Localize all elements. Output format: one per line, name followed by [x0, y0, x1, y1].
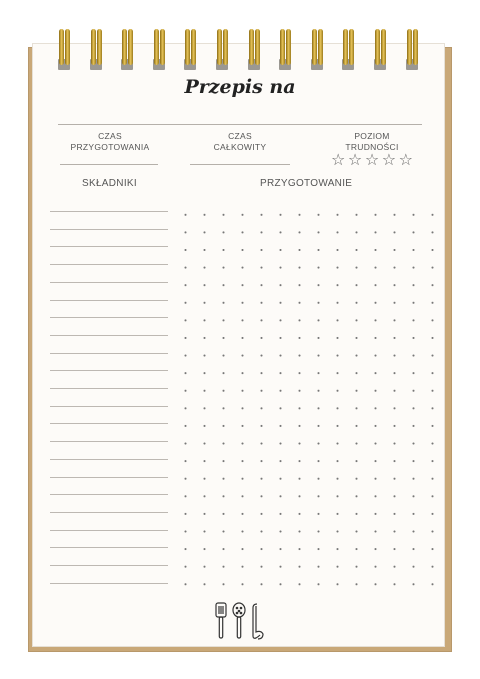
spiral-binding-ring — [160, 29, 165, 65]
spiral-binding-ring — [312, 29, 317, 65]
spiral-binding-ring — [217, 29, 222, 65]
spiral-binding-ring — [318, 29, 323, 65]
difficulty-rating[interactable] — [331, 152, 413, 168]
difficulty-label: POZIOM TRUDNOŚCI — [345, 131, 399, 152]
star-icon[interactable]: ☆ — [381, 150, 397, 169]
header-divider — [58, 124, 422, 125]
spiral-binding-ring — [280, 29, 285, 65]
ingredient-line[interactable] — [50, 406, 168, 407]
prep-time-line[interactable] — [60, 164, 158, 165]
ladle-icon — [253, 604, 263, 639]
spiral-binding-ring — [185, 29, 190, 65]
preparation-dot-grid[interactable] — [176, 206, 434, 588]
spiral-binding-ring — [286, 29, 291, 65]
ingredient-line[interactable] — [50, 317, 168, 318]
ingredient-line[interactable] — [50, 583, 168, 584]
ingredient-line[interactable] — [50, 494, 168, 495]
spiral-binding-ring — [154, 29, 159, 65]
spiral-binding-ring — [122, 29, 127, 65]
ingredient-line[interactable] — [50, 282, 168, 283]
prep-time-label: CZAS PRZYGOTOWANIA — [70, 131, 150, 152]
ingredient-line[interactable] — [50, 477, 168, 478]
spiral-binding-ring — [381, 29, 386, 65]
spiral-binding-ring — [249, 29, 254, 65]
star-icon[interactable]: ☆ — [364, 150, 380, 169]
ingredient-line[interactable] — [50, 211, 168, 212]
spiral-binding-ring — [97, 29, 102, 65]
page-title: Przepis na — [184, 76, 296, 98]
ingredient-line[interactable] — [50, 300, 168, 301]
spiral-binding-ring — [375, 29, 380, 65]
ingredient-line[interactable] — [50, 229, 168, 230]
ingredient-line[interactable] — [50, 264, 168, 265]
ingredient-line[interactable] — [50, 423, 168, 424]
ingredient-line[interactable] — [50, 370, 168, 371]
star-icon[interactable]: ☆ — [331, 150, 346, 169]
star-icon[interactable]: ☆ — [347, 150, 363, 169]
ingredient-line[interactable] — [50, 512, 168, 513]
spiral-binding-ring — [191, 29, 196, 65]
ingredient-line[interactable] — [50, 246, 168, 247]
spiral-binding-ring — [128, 29, 133, 65]
ingredients-heading: SKŁADNIKI — [82, 178, 137, 189]
spiral-binding-ring — [413, 29, 418, 65]
spiral-binding-ring — [349, 29, 354, 65]
ingredient-line[interactable] — [50, 353, 168, 354]
spiral-binding-ring — [343, 29, 348, 65]
ingredient-line[interactable] — [50, 530, 168, 531]
spiral-binding-ring — [65, 29, 70, 65]
spiral-binding-ring — [223, 29, 228, 65]
ingredient-line[interactable] — [50, 459, 168, 460]
spiral-binding-ring — [407, 29, 412, 65]
total-time-line[interactable] — [190, 164, 290, 165]
slotted-spoon-icon — [233, 603, 245, 638]
preparation-heading: PRZYGOTOWANIE — [260, 178, 353, 189]
spiral-binding-ring — [255, 29, 260, 65]
spiral-binding-ring — [91, 29, 96, 65]
ingredient-line[interactable] — [50, 547, 168, 548]
total-time-label: CZAS CAŁKOWITY — [213, 131, 267, 152]
ingredient-line[interactable] — [50, 565, 168, 566]
star-icon[interactable]: ☆ — [398, 150, 413, 169]
ingredient-line[interactable] — [50, 388, 168, 389]
spatula-icon — [216, 603, 226, 638]
spiral-binding-ring — [59, 29, 64, 65]
utensils-icon — [213, 602, 267, 640]
ingredient-line[interactable] — [50, 441, 168, 442]
ingredient-line[interactable] — [50, 335, 168, 336]
